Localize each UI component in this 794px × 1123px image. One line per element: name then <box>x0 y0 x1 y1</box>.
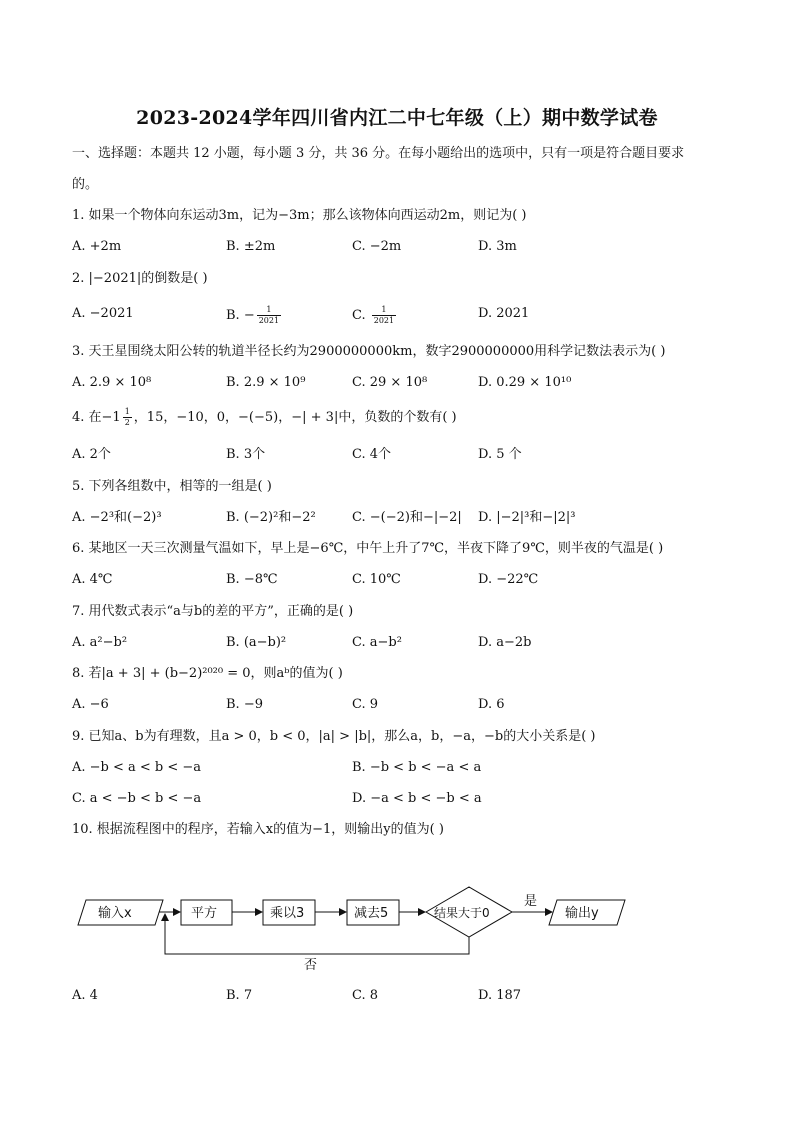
section-heading: 一、选择题：本题共 12 小题，每小题 3 分，共 36 分。在每小题给出的选项中，只有一项是符合题目要求 <box>72 146 685 161</box>
q4-option-d: D. 5 个 <box>478 447 522 462</box>
q1-option-c: C. −2m <box>352 239 402 254</box>
flowchart-input-label: 输入x <box>98 906 132 921</box>
q3-option-a: A. 2.9 × 10⁸ <box>72 375 152 390</box>
q1-option-d: D. 3m <box>478 239 517 254</box>
q9-option-a: A. −b < a < b < −a <box>72 760 202 775</box>
q10-option-a: A. 4 <box>72 988 98 1003</box>
flowchart-output-label: 输出y <box>565 906 599 921</box>
question-4-stem: 4. 在−1 $\frac{1}{2}$ ，15，−10，0，−(−5)，−| + 3|中，负数的个数有( ) <box>72 407 457 427</box>
q2-option-c-label: C. <box>352 308 370 323</box>
question-10-stem: 10. 根据流程图中的程序，若输入x的值为−1，则输出y的值为( ) <box>72 822 444 837</box>
question-1-stem: 1. 如果一个物体向东运动3m，记为−3m；那么该物体向西运动2m，则记为( ) <box>72 208 527 223</box>
flowchart-decision-label: 结果大于0 <box>434 906 490 920</box>
q3-option-d: D. 0.29 × 10¹⁰ <box>478 375 572 390</box>
question-5-stem: 5. 下列各组数中，相等的一组是( ) <box>72 479 272 494</box>
q6-option-d: D. −22℃ <box>478 572 539 587</box>
q5-option-a: A. −2³和(−2)³ <box>72 510 162 525</box>
q7-option-b: B. (a−b)² <box>226 635 287 650</box>
page-title: 2023-2024学年四川省内江二中七年级（上）期中数学试卷 <box>136 107 658 129</box>
q3-option-b: B. 2.9 × 10⁹ <box>226 375 306 390</box>
question-2-stem: 2. |−2021|的倒数是( ) <box>72 271 208 286</box>
q6-option-a: A. 4℃ <box>72 572 113 587</box>
question-6-stem: 6. 某地区一天三次测量气温如下，早上是−6℃，中午上升了7℃，半夜下降了9℃，则半夜的气温是( ) <box>72 541 664 556</box>
q4-option-b: B. 3个 <box>226 447 266 462</box>
question-7-stem: 7. 用代数式表示“a与b的差的平方”，正确的是( ) <box>72 604 354 619</box>
flowchart-step-square-label: 平方 <box>191 906 218 921</box>
q8-option-a: A. −6 <box>72 697 109 712</box>
question-8-stem: 8. 若|a + 3| + (b−2)²⁰²⁰ = 0，则aᵇ的值为( ) <box>72 666 343 681</box>
question-9-stem: 9. 已知a、b为有理数，且a > 0，b < 0，|a| > |b|，那么a，b，−a，−b的大小关系是( ) <box>72 729 596 744</box>
flowchart-yes-label: 是 <box>524 894 538 909</box>
flowchart-step-multiply-label: 乘以3 <box>270 906 305 921</box>
q6-option-c: C. 10℃ <box>352 572 401 587</box>
flowchart-step-subtract-label: 减去5 <box>354 906 389 921</box>
q10-option-b: B. 7 <box>226 988 253 1003</box>
q2-option-c-fraction: $\frac{1}{2021}$ <box>373 305 395 325</box>
q4-fraction: $\frac{1}{2}$ <box>124 407 130 427</box>
q7-option-a: A. a²−b² <box>72 635 128 650</box>
q7-option-d: D. a−2b <box>478 635 532 650</box>
q8-option-c: C. 9 <box>352 697 379 712</box>
q4-option-a: A. 2个 <box>72 447 111 462</box>
q10-option-c: C. 8 <box>352 988 379 1003</box>
section-heading-cont: 的。 <box>72 177 99 192</box>
q10-option-d: D. 187 <box>478 988 522 1003</box>
q4-option-c: C. 4个 <box>352 447 392 462</box>
q7-option-c: C. a−b² <box>352 635 402 650</box>
q2-option-b-label: B. − <box>226 308 255 323</box>
q5-option-d: D. |−2|³和−|2|³ <box>478 510 576 525</box>
q5-option-b: B. (−2)²和−2² <box>226 510 316 525</box>
q2-option-d: D. 2021 <box>478 306 530 321</box>
q8-option-d: D. 6 <box>478 697 505 712</box>
q2-option-b-fraction: $\frac{1}{2021}$ <box>258 305 280 325</box>
q2-option-a: A. −2021 <box>72 306 134 321</box>
q6-option-b: B. −8℃ <box>226 572 278 587</box>
q5-option-c: C. −(−2)和−|−2| <box>352 510 462 525</box>
q9-option-b: B. −b < b < −a < a <box>352 760 482 775</box>
q1-option-b: B. ±2m <box>226 239 276 254</box>
q3-option-c: C. 29 × 10⁸ <box>352 375 428 390</box>
q1-option-a: A. +2m <box>72 239 122 254</box>
flowchart-no-label: 否 <box>304 958 318 973</box>
q8-option-b: B. −9 <box>226 697 263 712</box>
question-3-stem: 3. 天王星围绕太阳公转的轨道半径长约为2900000000km，数字2900000000用科学记数法表示为( ) <box>72 344 666 359</box>
q9-option-d: D. −a < b < −b < a <box>352 791 482 806</box>
q9-option-c: C. a < −b < b < −a <box>72 791 202 806</box>
